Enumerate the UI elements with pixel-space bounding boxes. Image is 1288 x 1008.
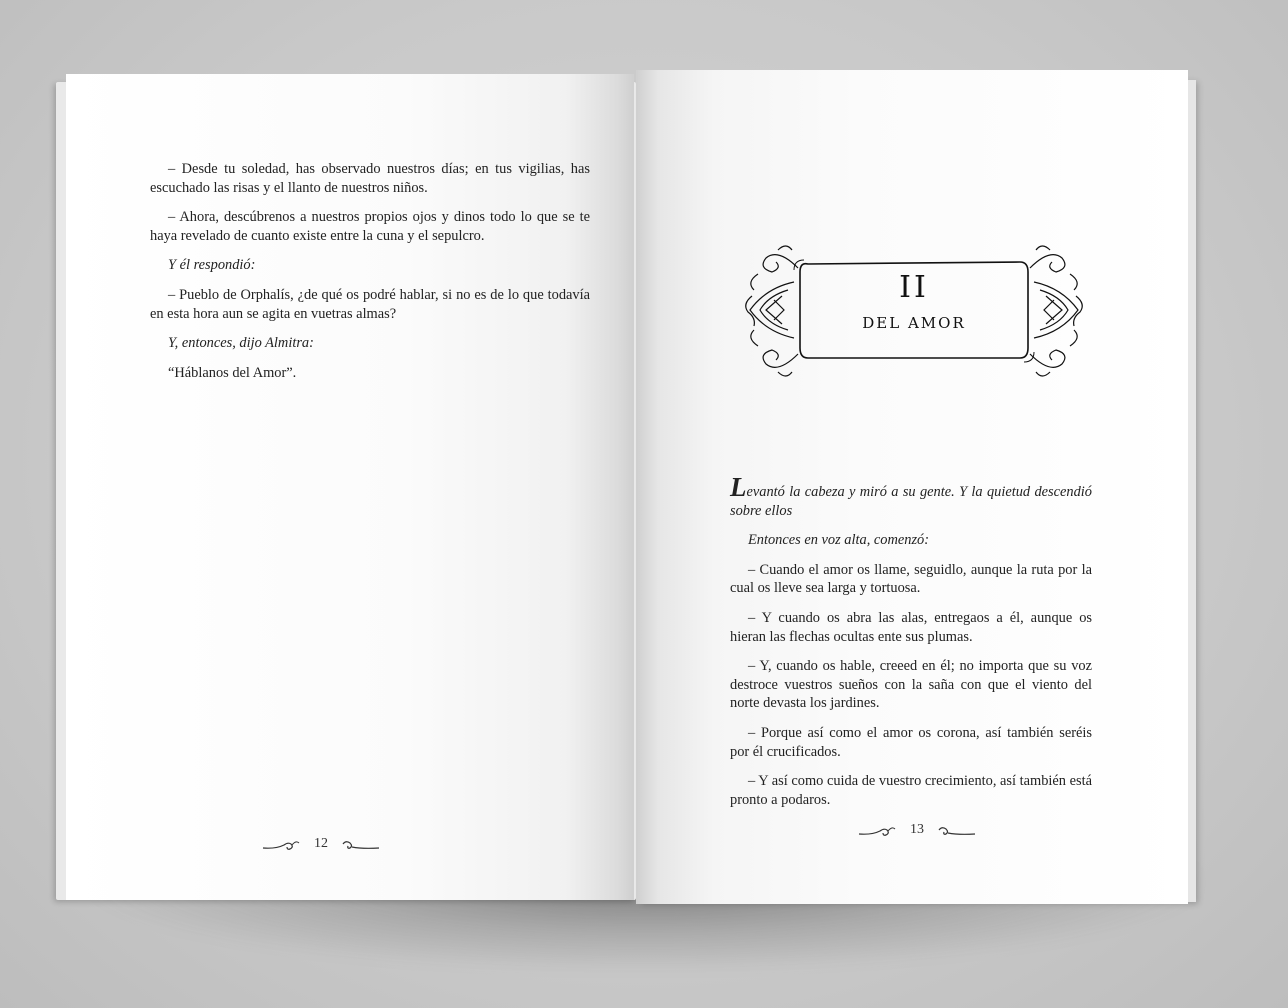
flourish-left-icon: [858, 822, 898, 838]
flourish-right-icon: [936, 822, 976, 838]
page-number: 13: [910, 822, 924, 837]
paragraph: – Ahora, descúbrenos a nuestros propios ojos y dinos todo lo que se te haya revelado de cuanto existe entre la cuna y el sepulcro.: [150, 209, 590, 244]
left-page: [66, 74, 634, 900]
paragraph: – Desde tu soledad, has observado nuestros días; en tus vigilias, has escuchado las risas y el llanto de nuestros niños.: [150, 161, 590, 196]
paragraph: Y él respondió:: [168, 257, 256, 274]
right-page-text: [730, 472, 1092, 820]
page-number-footer: [262, 836, 380, 852]
paragraph: – Y así como cuida de vuestro crecimiento, así también está pronto a podaros.: [730, 773, 1092, 808]
paragraph: – Pueblo de Orphalís, ¿de qué os podré hablar, si no es de lo que todavía en esta hora aun se agita en vuetras almas?: [150, 286, 590, 322]
flourish-left-icon: [262, 836, 302, 852]
drop-cap: L: [730, 472, 747, 502]
flourish-right-icon: [340, 836, 380, 852]
page-number-footer: [858, 822, 976, 838]
paragraph: “Háblanos del Amor”.: [168, 364, 297, 381]
paragraph: – Y, cuando os hable, creeed en él; no importa que su voz destroce vuestros sueños con la saña con que el viento del norte devasta los jardines.: [730, 658, 1092, 712]
chapter-title: DEL AMOR: [862, 314, 966, 332]
paragraph: Entonces en voz alta, comenzó:: [748, 532, 930, 549]
ornamental-frame-icon: [738, 238, 1090, 382]
chapter-number: II: [899, 270, 929, 305]
paragraph: – Cuando el amor os llame, seguidlo, aunque la ruta por la cual os lleve sea larga y tortuosa.: [730, 561, 1092, 597]
chapter-heading-frame: [738, 238, 1090, 382]
page-number: 12: [314, 836, 328, 851]
opening-paragraph: [730, 472, 1092, 520]
opening-text: evantó la cabeza y miró a su gente. Y la quietud descendió sobre ellos: [730, 484, 1092, 519]
right-page: [636, 70, 1188, 904]
left-page-text: [150, 160, 590, 393]
paragraph: Y, entonces, dijo Almitra:: [168, 335, 314, 352]
paragraph: – Y cuando os abra las alas, entregaos a él, aunque os hieran las flechas ocultas ente sus plumas.: [730, 609, 1092, 645]
paragraph: – Porque así como el amor os corona, así también seréis por él crucificados.: [730, 724, 1092, 760]
